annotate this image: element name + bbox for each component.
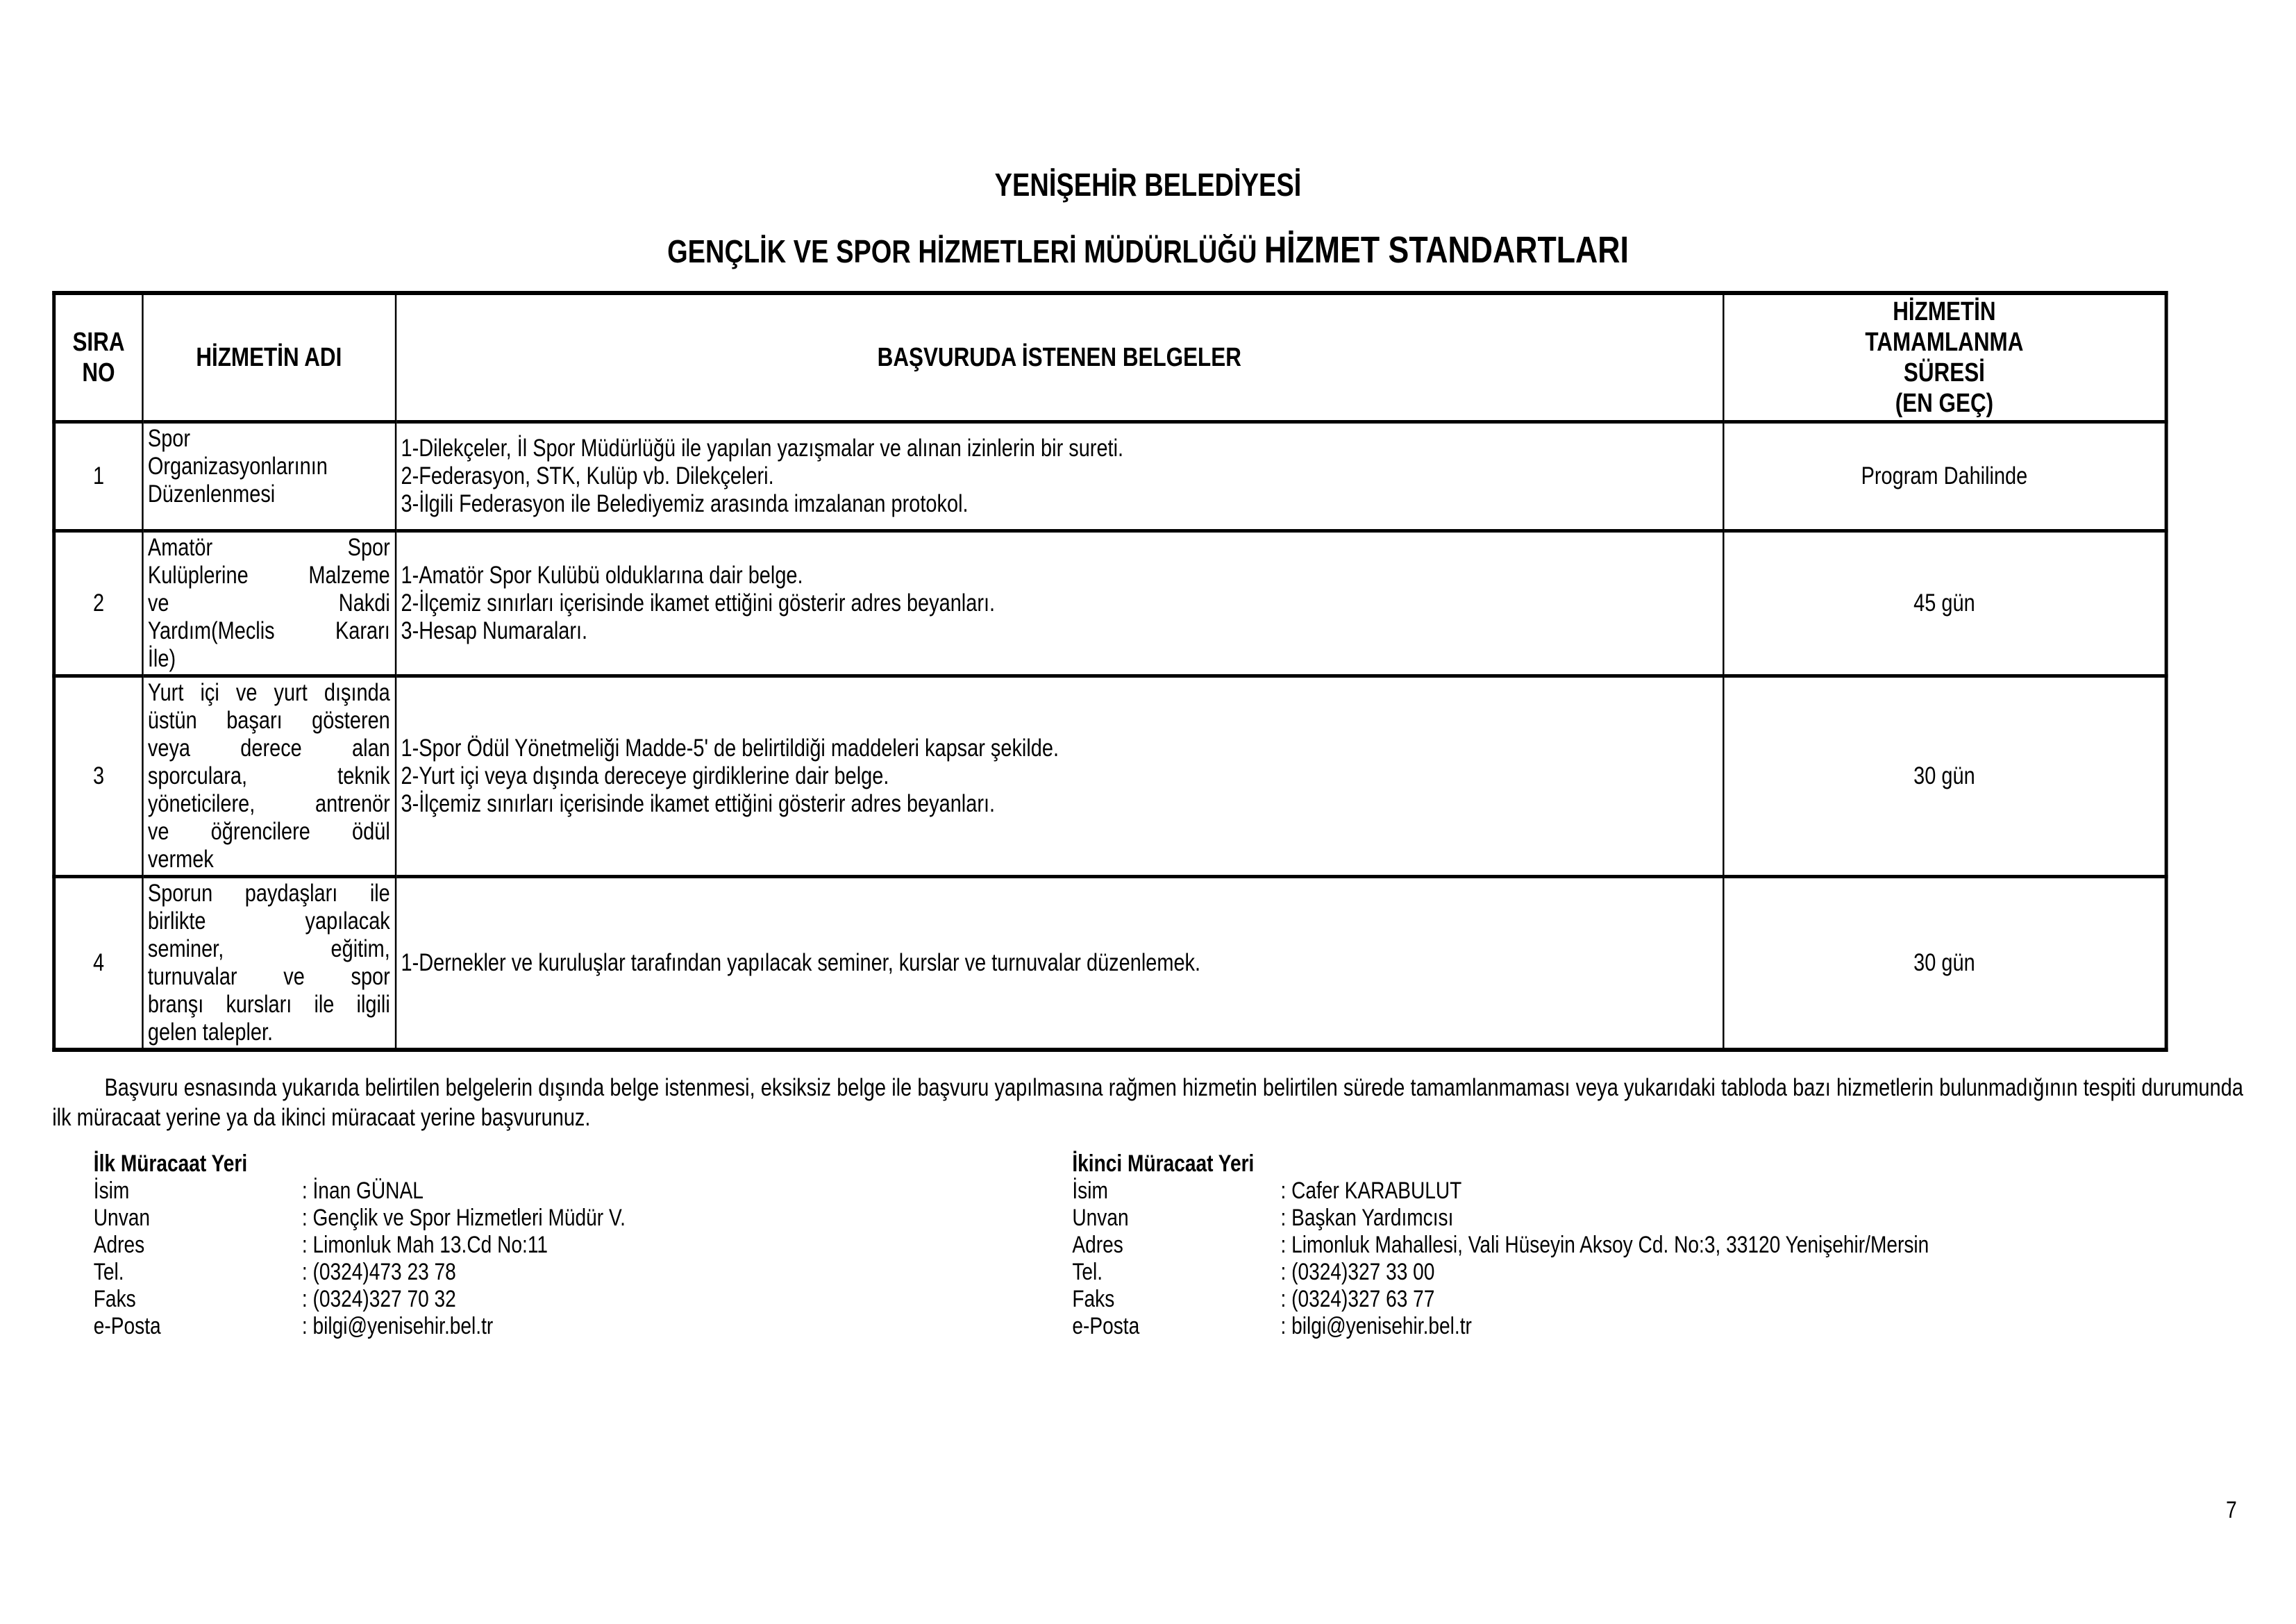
col-header-line: TAMAMLANMA <box>1865 328 2024 357</box>
contact-field-label: e-Posta <box>93 1313 161 1339</box>
service-no-cell: 3 <box>54 676 142 877</box>
service-name-cell <box>142 877 396 1050</box>
document-item: 3-İlgili Federasyon ile Belediyemiz arasında imzalanan protokol. <box>401 490 969 517</box>
contact-field-row <box>94 1205 1073 1232</box>
documents-cell <box>396 422 1723 531</box>
service-name-line: Yurt içi ve yurt dışında <box>147 679 390 706</box>
service-no-cell: 4 <box>54 877 142 1050</box>
contact-field-value: : (0324)327 70 32 <box>302 1286 456 1312</box>
page-number: 7 <box>2226 1497 2237 1523</box>
contact-field-row <box>94 1259 1073 1286</box>
contact-field-value: : İnan GÜNAL <box>302 1178 424 1204</box>
service-name-line: yöneticilere, antrenör <box>147 790 390 817</box>
col-header-line: BAŞVURUDA İSTENEN BELGELER <box>877 343 1241 372</box>
contact-field-value: : bilgi@yenisehir.bel.tr <box>302 1313 493 1339</box>
contact-field-row <box>1072 1178 2296 1205</box>
contact-field-value: : bilgi@yenisehir.bel.tr <box>1280 1313 1471 1339</box>
service-name-line: üstün başarı gösteren <box>147 707 390 734</box>
contact-field-row <box>1072 1313 2296 1340</box>
contact-field-label: Unvan <box>1072 1205 1129 1231</box>
contact-field-value: : (0324)473 23 78 <box>302 1259 456 1285</box>
contact-field-row <box>94 1178 1073 1205</box>
contact-field-value: : Başkan Yardımcısı <box>1280 1205 1453 1231</box>
service-name-line: Kulüplerine Malzeme <box>147 562 390 589</box>
document-item: 1-Spor Ödül Yönetmeliği Madde-5' de belirtildiği maddeleri kapsar şekilde. <box>401 735 1059 762</box>
service-name-line: branşı kursları ile ilgili <box>147 991 390 1018</box>
contact-field-value: : Gençlik ve Spor Hizmetleri Müdür V. <box>302 1205 626 1231</box>
service-name-line: turnuvalar ve spor <box>147 963 390 990</box>
contact-field-row <box>1072 1232 2296 1259</box>
table-row <box>54 422 2166 531</box>
col-header-tamamlanma-suresi <box>1723 293 2166 422</box>
first-contact-block <box>94 1150 1073 1340</box>
page-subtitle <box>0 231 2296 269</box>
contact-field-label: e-Posta <box>1072 1313 1140 1339</box>
second-contact-block <box>1072 1150 2296 1340</box>
page-subtitle-emphasis: HİZMET STANDARTLARI <box>1264 229 1629 271</box>
contact-field-value: : Limonluk Mah 13.Cd No:11 <box>302 1232 548 1258</box>
contact-field-row <box>94 1232 1073 1259</box>
documents-cell <box>396 531 1723 676</box>
document-item: 1-Dernekler ve kuruluşlar tarafından yapılacak seminer, kurslar ve turnuvalar düzenlemek. <box>401 949 1201 976</box>
service-name-line: Amatör Spor <box>147 534 390 561</box>
table-row <box>54 531 2166 676</box>
contact-field-label: Unvan <box>93 1205 151 1231</box>
document-item: 1-Dilekçeler, İl Spor Müdürlüğü ile yapılan yazışmalar ve alınan izinlerin bir sureti. <box>401 435 1124 462</box>
service-name-line: ve Nakdi <box>147 589 390 617</box>
service-name-line: sporculara, teknik <box>147 762 390 789</box>
col-header-line: (EN GEÇ) <box>1895 389 1994 418</box>
document-item: 1-Amatör Spor Kulübü olduklarına dair belge. <box>401 562 803 589</box>
service-name-line: veya derece alan <box>147 735 390 762</box>
contact-field-label: Tel. <box>1072 1259 1103 1285</box>
table-header-row <box>54 293 2166 422</box>
contact-field-label: İsim <box>93 1178 130 1204</box>
service-name-line: Düzenlenmesi <box>147 480 276 508</box>
service-standards-table <box>52 291 2168 1052</box>
document-item: 2-İlçemiz sınırları içerisinde ikamet ettiğini gösterir adres beyanları. <box>401 589 996 617</box>
col-header-line: HİZMETİN ADI <box>196 343 342 372</box>
service-name-line: vermek <box>147 846 214 873</box>
col-header-istenen-belgeler <box>396 293 1723 422</box>
service-name-line: birlikte yapılacak <box>147 907 390 935</box>
page-title: YENİŞEHİR BELEDİYESİ <box>994 167 1302 203</box>
contact-field-value: : (0324)327 33 00 <box>1280 1259 1434 1285</box>
documents-cell <box>396 877 1723 1050</box>
document-item: 3-İlçemiz sınırları içerisinde ikamet ettiğini gösterir adres beyanları. <box>401 790 996 817</box>
col-header-line: HİZMETİN <box>1893 297 1996 326</box>
document-item: 2-Federasyon, STK, Kulüp vb. Dilekçeleri. <box>401 462 774 489</box>
service-name-line: Organizasyonlarının <box>147 453 328 480</box>
duration-cell: 30 gün <box>1723 676 2166 877</box>
service-name-line: seminer, eğitim, <box>147 935 390 962</box>
contact-field-row <box>1072 1259 2296 1286</box>
contact-field-label: Tel. <box>93 1259 124 1285</box>
footnote: Başvuru esnasında yukarıda belirtilen belgelerin dışında belge istenmesi, eksiksiz belge ile başvuru yapılmasına rağmen hizmetin belirtilen sürede tamamlanmaması veya yukarıdaki tabloda bazı hizmetlerin bulunmadığının tespiti durumunda ilk müracaat yerine ya da ikinci müracaat yerine başvurunuz. <box>52 1074 2243 1131</box>
duration-cell: 30 gün <box>1723 877 2166 1050</box>
documents-cell <box>396 676 1723 877</box>
col-header-line: SÜRESİ <box>1903 358 1985 387</box>
service-name-line: Spor <box>147 425 191 452</box>
service-name-cell <box>142 422 396 531</box>
table-row <box>54 877 2166 1050</box>
service-name-line: gelen talepler. <box>147 1019 274 1046</box>
col-header-line: NO <box>82 358 115 387</box>
contact-field-row <box>94 1313 1073 1340</box>
service-name-line: ve öğrencilere ödül <box>147 818 390 845</box>
contact-section <box>94 1150 2296 1340</box>
col-header-line: SIRA <box>72 328 125 357</box>
service-name-line: Yardım(Meclis Kararı <box>147 617 390 644</box>
contact-field-value: : Limonluk Mahallesi, Vali Hüseyin Aksoy Cd. No:3, 33120 Yenişehir/Mersin <box>1280 1232 1929 1258</box>
contact-field-label: Adres <box>93 1232 145 1258</box>
duration-cell: 45 gün <box>1723 531 2166 676</box>
service-no-cell: 1 <box>54 422 142 531</box>
duration-cell: Program Dahilinde <box>1723 422 2166 531</box>
page-subtitle-regular: GENÇLİK VE SPOR HİZMETLERİ MÜDÜRLÜĞÜ <box>667 233 1264 269</box>
table-row <box>54 676 2166 877</box>
contact-field-value: : (0324)327 63 77 <box>1280 1286 1434 1312</box>
service-name-cell <box>142 676 396 877</box>
col-header-hizmetin-adi <box>142 293 396 422</box>
contact-field-row <box>94 1286 1073 1313</box>
service-name-cell <box>142 531 396 676</box>
document-item: 3-Hesap Numaraları. <box>401 617 588 644</box>
second-contact-title: İkinci Müracaat Yeri <box>1072 1150 1255 1177</box>
contact-field-label: Adres <box>1072 1232 1123 1258</box>
service-no-cell: 2 <box>54 531 142 676</box>
service-name-line: İle) <box>147 645 176 672</box>
contact-field-value: : Cafer KARABULUT <box>1280 1178 1461 1204</box>
contact-field-row <box>1072 1286 2296 1313</box>
contact-field-label: İsim <box>1072 1178 1108 1204</box>
contact-field-label: Faks <box>1072 1286 1115 1312</box>
document-item: 2-Yurt içi veya dışında dereceye girdiklerine dair belge. <box>401 762 889 789</box>
col-header-sira-no <box>54 293 142 422</box>
contact-field-row <box>1072 1205 2296 1232</box>
contact-field-label: Faks <box>93 1286 136 1312</box>
service-name-line: Sporun paydaşları ile <box>147 880 390 907</box>
first-contact-title: İlk Müracaat Yeri <box>93 1150 248 1177</box>
